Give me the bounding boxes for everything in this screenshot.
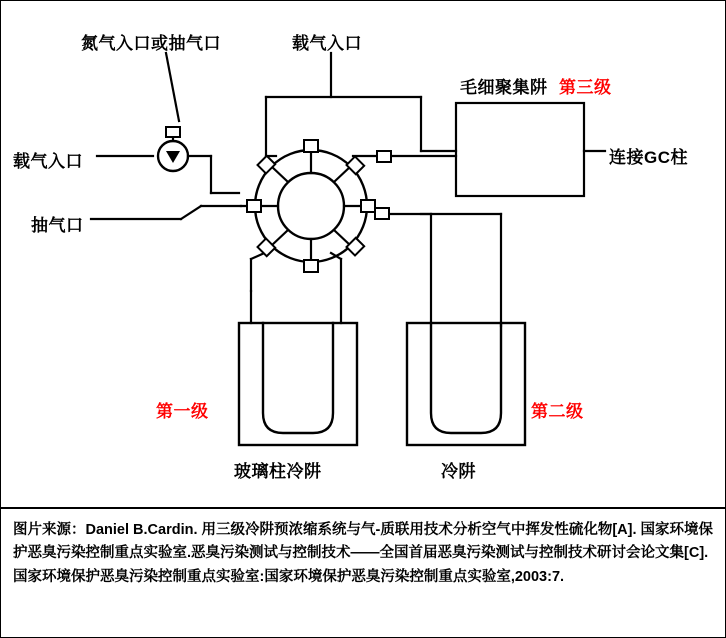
vacuum-line-2: [181, 206, 201, 219]
source-caption: 图片来源：Daniel B.Cardin. 用三级冷阱预浓缩系统与气-质联用技术分析空气中挥发性硫化物[A]. 国家环境保护恶臭污染控制重点实验室.恶臭污染测试与控制技术——全国首届恶臭污染测试与控制技术研讨会论文集[C].国家环境保护恶臭污染控制重点实验室:国家环境保护恶臭污染控制重点实验室,2003:7.: [1, 507, 726, 637]
label-carrier-gas-top: 载气入口: [292, 34, 362, 53]
label-glass-cold-trap: 玻璃柱冷阱: [234, 462, 322, 481]
pipe-fittings: [375, 151, 391, 219]
stage1-outer-box: [239, 323, 357, 445]
leader-nitrogen-inlet: [166, 53, 179, 121]
label-stage-two: 第二级: [531, 402, 584, 421]
label-carrier-gas-left: 载气入口: [13, 152, 83, 171]
label-stage-one: 第一级: [156, 402, 209, 421]
schematic-drawing: [1, 1, 726, 507]
label-vacuum-port: 抽气口: [31, 216, 84, 235]
label-capillary-trap: 毛细聚集阱: [460, 78, 548, 97]
stage2-u-tube: [431, 323, 501, 433]
diagram-canvas: [1, 1, 726, 507]
capillary-trap-box: [456, 103, 584, 196]
label-gc-column: 连接GC柱: [609, 148, 688, 167]
stage2-outer-box: [407, 323, 525, 445]
label-nitrogen-inlet: 氮气入口或抽气口: [81, 34, 221, 53]
stage1-u-tube: [263, 323, 333, 433]
label-cold-trap: 冷阱: [441, 462, 476, 481]
knob-top-block: [166, 127, 180, 137]
label-stage-three: 第三级: [559, 78, 612, 97]
